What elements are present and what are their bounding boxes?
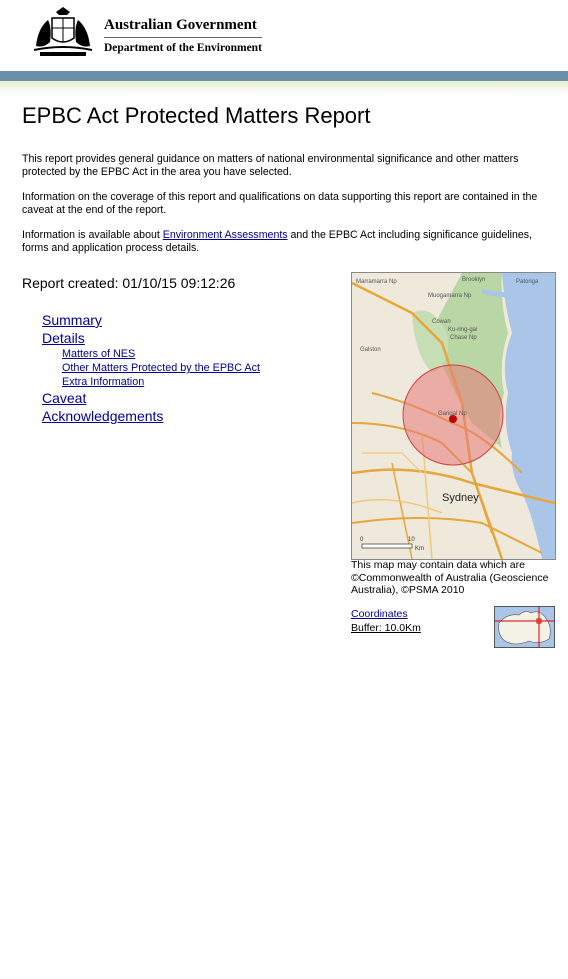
map-label-chase: Chase Np	[450, 335, 477, 341]
environment-assessments-link[interactable]: Environment Assessments	[162, 229, 288, 241]
map-label-kuringgai: Ku-ring-gai	[448, 327, 478, 333]
map-label-cowan: Cowan	[432, 319, 451, 325]
header-gradient	[0, 81, 568, 95]
site-header	[0, 0, 568, 72]
buffer-value: Buffer: 10.0Km	[351, 622, 421, 634]
toc-details-link[interactable]: Details	[42, 330, 85, 346]
intro-3-suffix: and the EPBC Act including significance guidelines, forms and application process details.	[22, 229, 532, 254]
toc-acknowledgements-link[interactable]: Acknowledgements	[42, 408, 164, 424]
map-label-galston: Galston	[360, 347, 381, 353]
toc-extra-info-link[interactable]: Extra Information	[62, 376, 145, 388]
toc-matters-nes-link[interactable]: Matters of NES	[62, 348, 136, 360]
government-name: Australian Government	[104, 17, 257, 33]
toc-other-matters-link[interactable]: Other Matters Protected by the EPBC Act	[62, 362, 261, 374]
page-title: EPBC Act Protected Matters Report	[22, 103, 371, 128]
header-band	[0, 71, 568, 81]
coordinates-link[interactable]: Coordinates	[351, 608, 408, 620]
intro-paragraph-2: Information on the coverage of this report and qualifications on data supporting this report are contained in the caveat at the end of the report.	[22, 191, 538, 216]
toc-caveat-link[interactable]: Caveat	[42, 390, 87, 406]
location-map[interactable]	[351, 272, 556, 560]
map-label-garigal: Garigal Np	[438, 411, 467, 417]
map-copyright-note: This map may contain data which are ©Commonwealth of Australia (Geoscience Australia), ©PSMA 2010	[351, 559, 549, 596]
map-label-muogamarra: Muogamarra Np	[428, 293, 472, 299]
map-label-patonga: Patonga	[516, 279, 539, 285]
map-label-marramarra: Marramarra Np	[356, 279, 397, 285]
intro-paragraph-1: This report provides general guidance on matters of national environmental significance and other matters protected by the EPBC Act in the area you have selected.	[22, 153, 519, 178]
table-of-contents	[42, 311, 260, 425]
map-label-brooklyn: Brooklyn	[462, 277, 486, 283]
department-name: Department of the Environment	[104, 42, 262, 54]
scale-label-0: 0	[360, 537, 364, 543]
intro-paragraph-3	[22, 229, 552, 254]
coat-of-arms-logo	[28, 6, 98, 58]
australia-locator-map	[494, 606, 555, 648]
header-divider	[104, 37, 262, 38]
toc-summary-link[interactable]: Summary	[42, 312, 102, 328]
scale-label-10: 10	[408, 537, 415, 543]
report-created: Report created: 01/10/15 09:12:26	[22, 275, 236, 291]
scale-label-unit: Km	[415, 546, 424, 552]
map-label-sydney: Sydney	[442, 492, 479, 504]
intro-3-prefix: Information is available about	[22, 229, 163, 241]
